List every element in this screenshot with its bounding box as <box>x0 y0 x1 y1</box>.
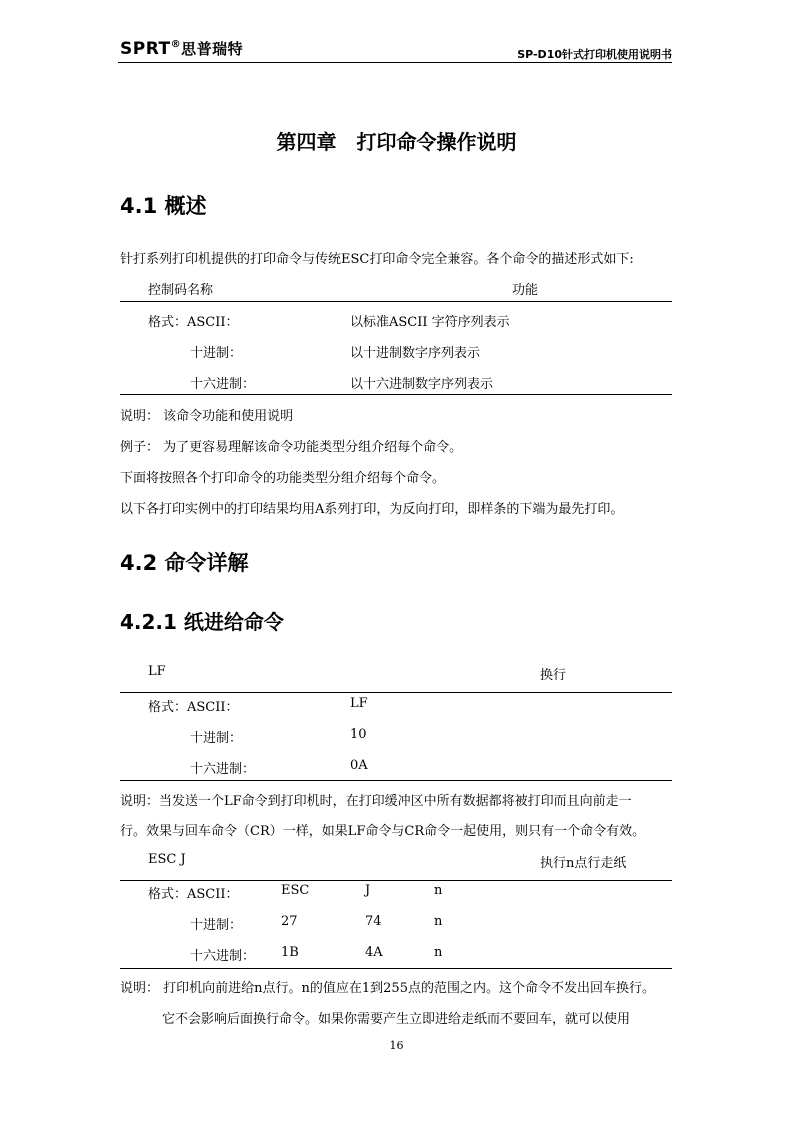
table-rule-top <box>120 301 672 302</box>
format-label-hex: 十六进制： <box>190 377 256 392</box>
table-head-name: 控制码名称 <box>148 283 214 298</box>
text-line: 说明： 该命令功能和使用说明 <box>120 409 294 424</box>
esc-j-hex-v2: 4A <box>365 945 383 960</box>
esc-j-description-line-1: 说明： 打印机向前进给n点行。n的值应在1到255点的范围之内。这个命令不发出回车换行。 <box>120 981 655 996</box>
esc-j-ascii-v3: n <box>434 883 443 898</box>
format-label-ascii: 格式：ASCII： <box>148 315 239 330</box>
format-desc-decimal: 以十进制数字序列表示 <box>350 346 481 361</box>
section-heading-4-1: 4.1 概述 <box>120 194 207 218</box>
esc-j-label-ascii: 格式：ASCII： <box>148 887 239 902</box>
lf-description-line-1: 说明：当发送一个LF命令到打印机时，在打印缓冲区中所有数据都将被打印而且向前走一 <box>120 794 632 809</box>
text-line: 下面将按照各个打印命令的功能类型分组介绍每个命令。 <box>120 471 446 486</box>
esc-j-ascii-v1: ESC <box>281 883 310 898</box>
chapter-title: 第四章 打印命令操作说明 <box>276 130 517 154</box>
esc-j-description-line-2: 它不会影响后面换行命令。如果你需要产生立即进给走纸而不要回车，就可以使用 <box>162 1012 631 1027</box>
esc-j-ascii-v2: J <box>365 883 371 898</box>
page-number: 16 <box>389 1039 404 1052</box>
format-desc-hex: 以十六进制数字序列表示 <box>350 377 494 392</box>
registered-mark: ® <box>170 39 182 50</box>
lf-rule-top <box>120 692 672 693</box>
esc-j-hex-v3: n <box>434 945 443 960</box>
esc-j-decimal-v1: 27 <box>281 914 298 929</box>
manual-title: SP-D10针式打印机使用说明书 <box>517 48 672 61</box>
lf-label-hex: 十六进制： <box>190 762 256 777</box>
text-line: 例子： 为了更容易理解该命令功能类型分组介绍每个命令。 <box>120 440 463 455</box>
brand-latin: SPRT <box>120 39 171 59</box>
format-desc-ascii: 以标准ASCII 字符序列表示 <box>350 315 510 330</box>
header-rule <box>118 62 672 63</box>
table-rule-bottom <box>120 394 672 395</box>
command-func-lf: 换行 <box>540 668 567 683</box>
command-func-esc-j: 执行n点行走纸 <box>540 856 627 871</box>
esc-j-decimal-v3: n <box>434 914 443 929</box>
lf-label-ascii: 格式：ASCII： <box>148 700 239 715</box>
command-name-esc-j: ESC J <box>148 852 186 867</box>
lf-value-decimal: 10 <box>350 727 367 742</box>
section-heading-4-2: 4.2 命令详解 <box>120 551 249 575</box>
format-label-decimal: 十进制： <box>190 346 243 361</box>
command-name-lf: LF <box>148 664 166 679</box>
esc-j-label-decimal: 十进制： <box>190 918 243 933</box>
brand-chinese: 思普瑞特 <box>181 40 244 58</box>
lf-label-decimal: 十进制： <box>190 731 243 746</box>
esc-j-label-hex: 十六进制： <box>190 949 256 964</box>
esc-j-rule-bottom <box>120 968 672 969</box>
table-head-function: 功能 <box>512 283 539 298</box>
lf-value-ascii: LF <box>350 696 368 711</box>
lf-value-hex: 0A <box>350 758 368 773</box>
lf-description-line-2: 行。效果与回车命令（CR）一样，如果LF命令与CR命令一起使用，则只有一个命令有效。 <box>120 824 646 839</box>
lf-rule-bottom <box>120 780 672 781</box>
brand-logo <box>120 38 243 59</box>
esc-j-decimal-v2: 74 <box>365 914 382 929</box>
esc-j-rule-top <box>120 880 672 881</box>
intro-paragraph: 针打系列打印机提供的打印命令与传统ESC打印命令完全兼容。各个命令的描述形式如下: <box>120 252 634 267</box>
esc-j-hex-v1: 1B <box>281 945 299 960</box>
text-line: 以下各打印实例中的打印结果均用A系列打印，为反向打印，即样条的下端为最先打印。 <box>120 502 624 517</box>
subsection-heading-4-2-1: 4.2.1 纸进给命令 <box>120 610 284 634</box>
